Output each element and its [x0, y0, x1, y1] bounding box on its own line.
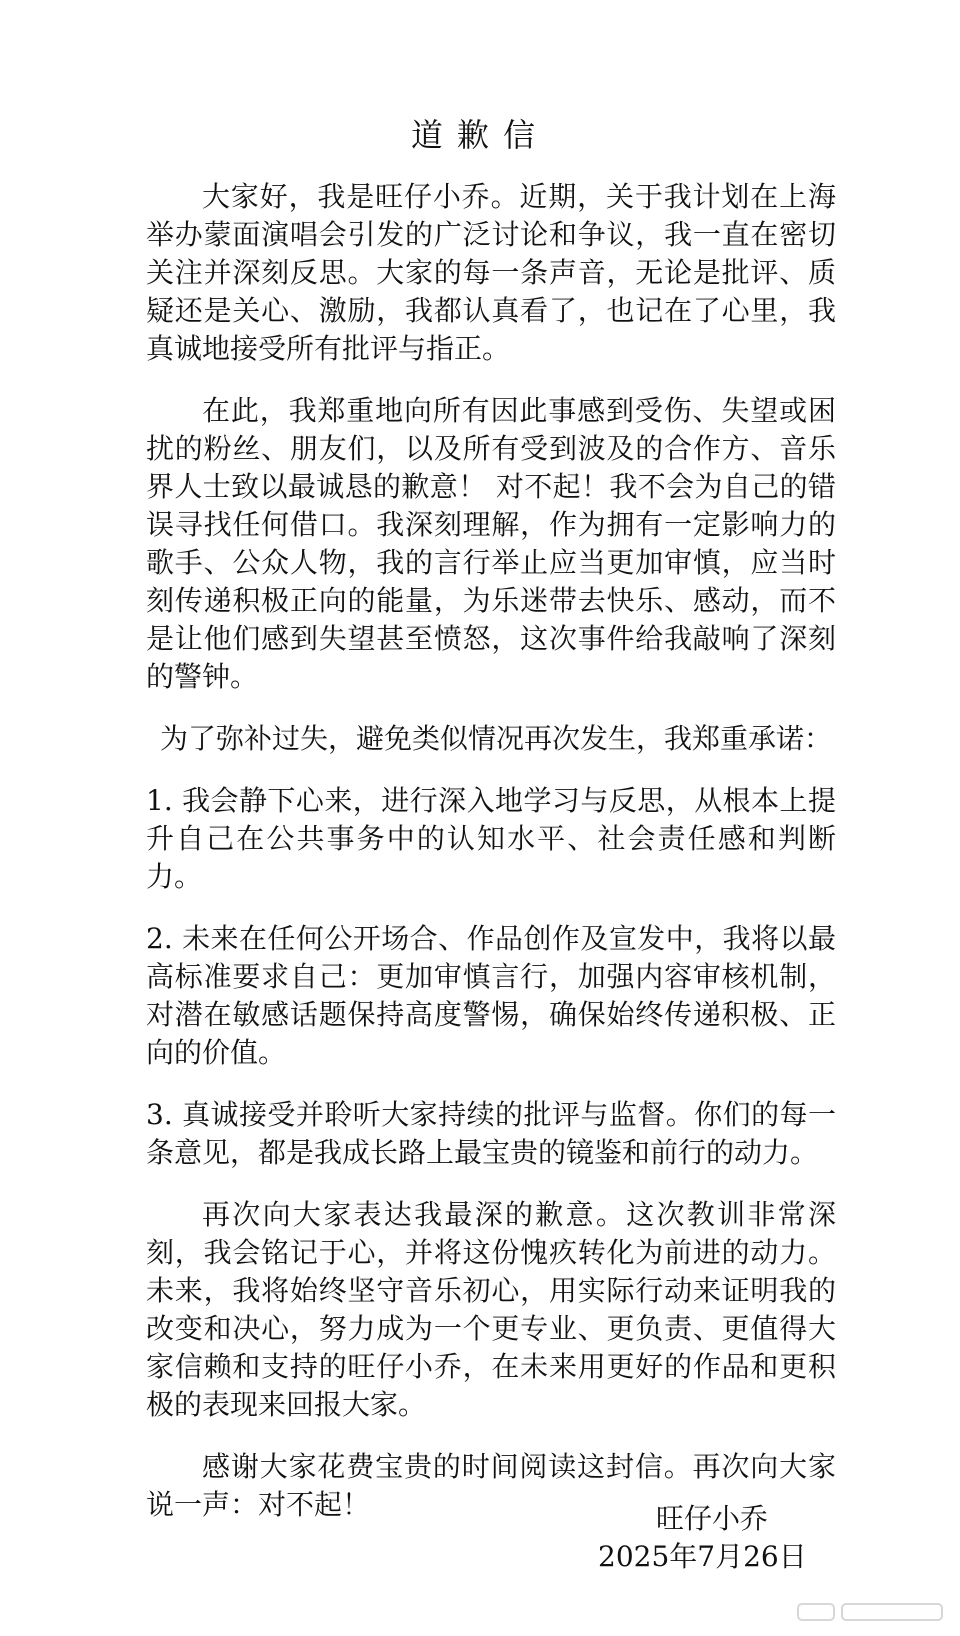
letter-title: 道歉信 [410, 116, 549, 154]
paragraph-thanks: 感谢大家花费宝贵的时间阅读这封信。再次向大家说一声：对不起！ [146, 1450, 836, 1521]
signature-date: 2025年7月26日 [598, 1540, 807, 1573]
paragraph-closing: 再次向大家表达我最深的歉意。这次教训非常深刻，我会铭记于心，并将这份愧疚转化为前进的动力。未来，我将始终坚守音乐初心，用实际行动来证明我的改变和决心，努力成为一个更专业、更负责、更值得大家信赖和支持的旺仔小乔，在未来用更好的作品和更积极的表现来回报大家。 [146, 1198, 836, 1421]
signature-name: 旺仔小乔 [656, 1502, 769, 1535]
commitment-item-2: 2. 未来在任何公开场合、作品创作及宣发中，我将以最高标准要求自己：更加审慎言行，加强内容审核机制，对潜在敏感话题保持高度警惕，确保始终传递积极、正向的价值。 [146, 922, 836, 1069]
letter-body [146, 178, 836, 1548]
watermark-logo [796, 1598, 946, 1626]
commitment-item-1: 1. 我会静下心来，进行深入地学习与反思，从根本上提升自己在公共事务中的认知水平、社会责任感和判断力。 [146, 784, 836, 893]
paragraph-commitment-intro: 为了弥补过失，避免类似情况再次发生，我郑重承诺： [160, 722, 833, 755]
paragraph-greeting: 大家好，我是旺仔小乔。近期，关于我计划在上海举办蒙面演唱会引发的广泛讨论和争议，我一直在密切关注并深刻反思。大家的每一条声音，无论是批评、质疑还是关心、激励，我都认真看了，也记在了心里，我真诚地接受所有批评与指正。 [146, 180, 836, 365]
commitment-item-3: 3. 真诚接受并聆听大家持续的批评与监督。你们的每一条意见，都是我成长路上最宝贵的镜鉴和前行的动力。 [146, 1098, 836, 1169]
paragraph-apology: 在此，我郑重地向所有因此事感到受伤、失望或困扰的粉丝、朋友们，以及所有受到波及的合作方、音乐界人士致以最诚恳的歉意！ 对不起！我不会为自己的错误寻找任何借口。我深刻理解，作为拥有一定影响力的歌手、公众人物，我的言行举止应当更加审慎，应当时刻传递积极正向的能量，为乐迷带去快乐、感动，而不是让他们感到失望甚至愤怒，这次事件给我敲响了深刻的警钟。 [146, 394, 836, 693]
